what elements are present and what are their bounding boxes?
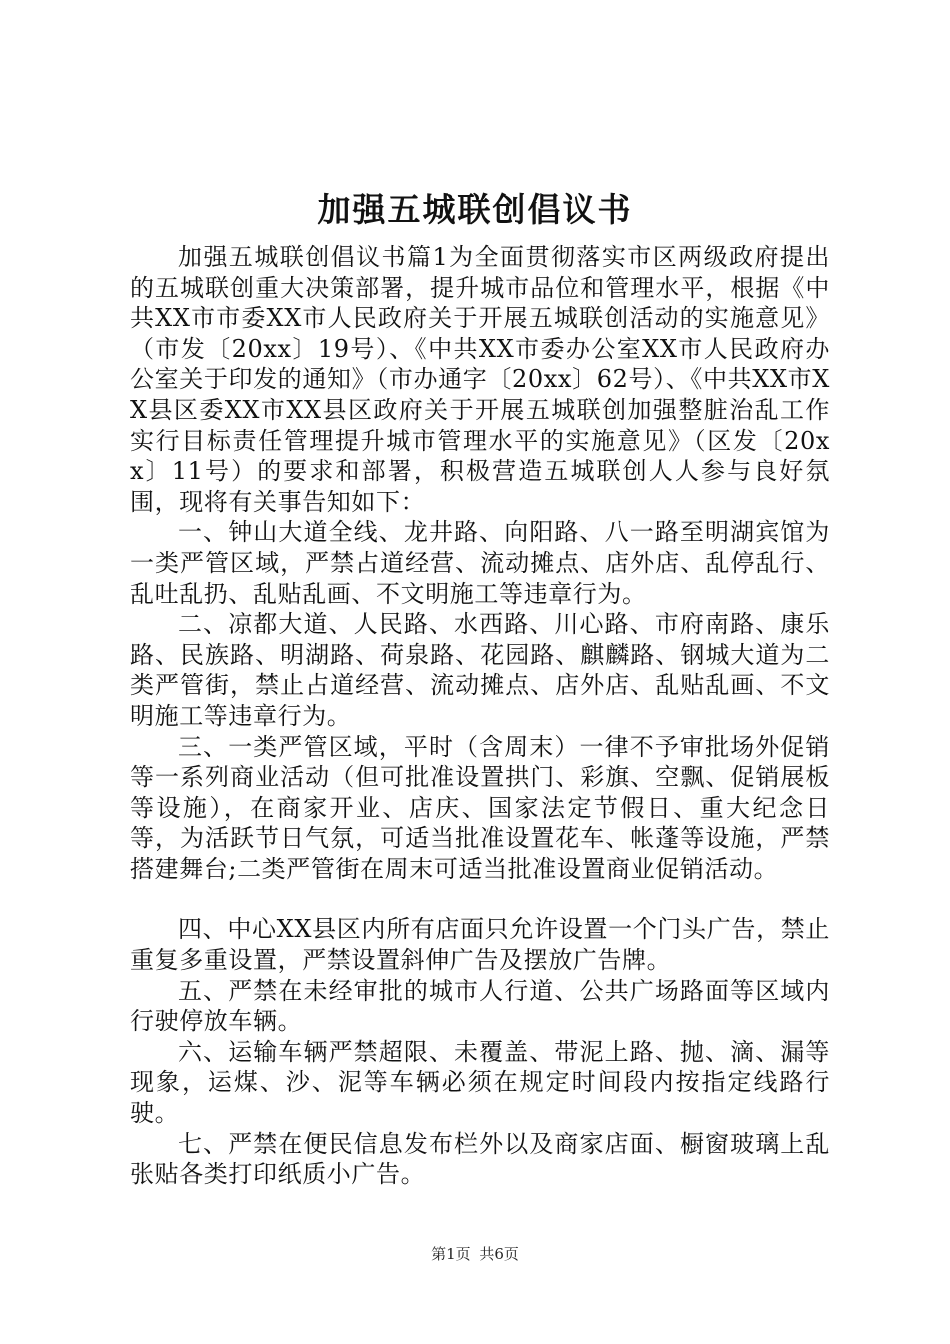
document-body	[130, 242, 830, 1190]
paragraph-item-2: 二、凉都大道、人民路、水西路、川心路、市府南路、康乐路、民族路、明湖路、荷泉路、花园路、麒麟路、钢城大道为二类严管街，禁止占道经营、流动摊点、店外店、乱贴乱画、不文明施工等违章行为。	[130, 610, 830, 730]
page-footer	[0, 1244, 950, 1264]
paragraph-item-4: 四、中心XX县区内所有店面只允许设置一个门头广告，禁止重复多重设置，严禁设置斜伸广告及摆放广告牌。	[130, 915, 830, 975]
paragraph-item-6: 六、运输车辆严禁超限、未覆盖、带泥上路、抛、滴、漏等现象，运煤、沙、泥等车辆必须在规定时间段内按指定线路行驶。	[130, 1037, 830, 1128]
page-number-current: 第1页	[431, 1245, 471, 1263]
paragraph-item-3: 三、一类严管区域，平时（含周末）一律不予审批场外促销等一系列商业活动（但可批准设置拱门、彩旗、空飘、促销展板等设施），在商家开业、店庆、国家法定节假日、重大纪念日等，为活跃节日气氛，可适当批准设置花车、帐蓬等设施，严禁搭建舞台;二类严管街在周末可适当批准设置商业促销活动。	[130, 732, 830, 883]
paragraph-intro: 加强五城联创倡议书篇1为全面贯彻落实市区两级政府提出的五城联创重大决策部署，提升城市品位和管理水平，根据《中共XX市市委XX市人民政府关于开展五城联创活动的实施意见》（市发〔20xx〕19号）、《中共XX市委办公室XX市人民政府办公室关于印发的通知》（市办通字〔20xx〕62号）、《中共XX市XX县区委XX市XX县区政府关于开展五城联创加强整脏治乱工作实行目标责任管理提升城市管理水平的实施意见》（区发〔20xx〕11号）的要求和部署，积极营造五城联创人人参与良好氛围，现将有关事告知如下：	[130, 243, 830, 516]
page-number-total: 共6页	[479, 1245, 519, 1263]
paragraph-item-7: 七、严禁在便民信息发布栏外以及商家店面、橱窗玻璃上乱张贴各类打印纸质小广告。	[130, 1129, 830, 1189]
paragraph-item-1: 一、钟山大道全线、龙井路、向阳路、八一路至明湖宾馆为一类严管区域，严禁占道经营、流动摊点、店外店、乱停乱行、乱吐乱扔、乱贴乱画、不文明施工等违章行为。	[130, 518, 830, 608]
document-title: 加强五城联创倡议书	[317, 190, 633, 229]
paragraph-item-5: 五、严禁在未经审批的城市人行道、公共广场路面等区域内行驶停放车辆。	[130, 976, 830, 1036]
